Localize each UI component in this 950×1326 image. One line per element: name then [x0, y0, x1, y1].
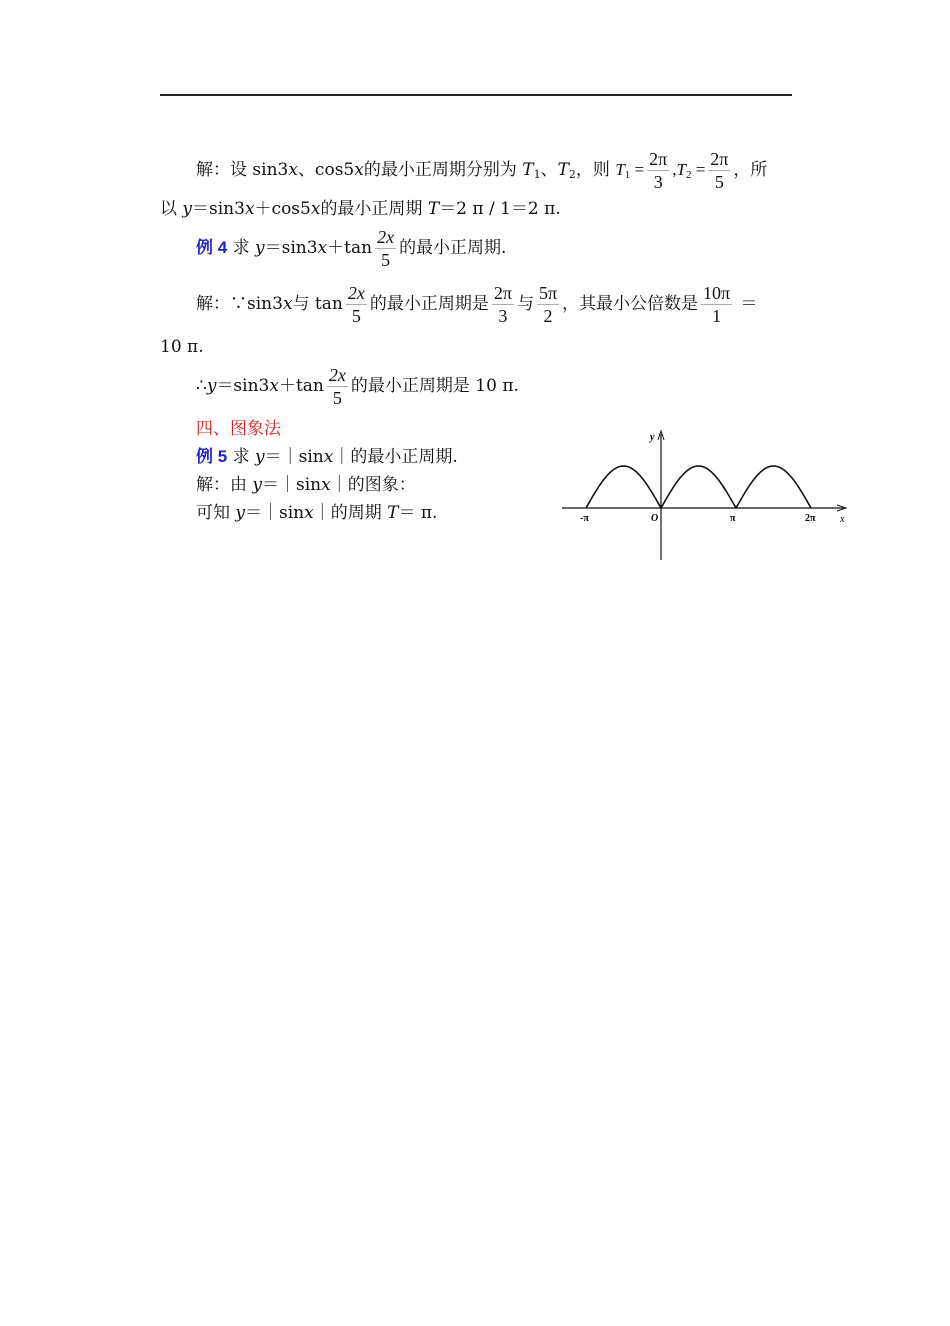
- text: ＝ π.: [398, 503, 438, 523]
- text: 、cos5: [297, 160, 355, 180]
- text: ｜的最小正周期.: [333, 447, 458, 467]
- fraction-10pi-1: [701, 282, 732, 327]
- equals: =: [630, 160, 645, 179]
- example-label: 例 4: [196, 238, 228, 257]
- numerator: 2x: [328, 365, 346, 385]
- tick-label-neg-pi: -π: [580, 513, 589, 524]
- var-x: x: [321, 475, 331, 495]
- var-x: x: [354, 160, 364, 180]
- text: 与: [516, 294, 534, 314]
- header-rule: [160, 94, 792, 96]
- numerator: 2x: [347, 283, 365, 303]
- solution-4-line-1: [196, 282, 758, 327]
- text: ＝sin3: [192, 199, 245, 219]
- subscript: 1: [624, 169, 631, 181]
- example-5-line: [196, 446, 458, 468]
- var-x: x: [244, 199, 255, 219]
- denominator: 3: [653, 172, 663, 192]
- solution-4-line-2: [160, 336, 204, 358]
- text: 的最小正周期.: [399, 238, 507, 258]
- tick-label-2pi: 2π: [805, 513, 816, 524]
- var-y: y: [206, 376, 217, 396]
- text: ＝sin3: [264, 238, 318, 258]
- section-title: 四、图象法: [196, 419, 281, 439]
- var-y: y: [235, 503, 246, 523]
- text: ｜的周期: [313, 503, 388, 523]
- text: ＝｜sin: [245, 503, 305, 523]
- fraction-5pi-2: [537, 282, 559, 327]
- denominator: 5: [714, 172, 724, 192]
- var-t: T: [387, 503, 399, 523]
- var-y: y: [255, 447, 265, 467]
- fraction-2x-5: [375, 226, 396, 271]
- var-x: x: [323, 447, 334, 467]
- subscript: 2: [568, 168, 576, 181]
- tick-label-pi: π: [730, 513, 736, 524]
- solution-5-line-1: [196, 474, 416, 496]
- tick-label-origin: O: [651, 513, 659, 524]
- text: 的最小正周期是: [369, 294, 489, 314]
- text: ＝｜sin: [262, 475, 322, 495]
- text: ＝sin3: [216, 376, 270, 396]
- text: 解：∵sin3: [196, 294, 283, 314]
- text: ＝｜sin: [264, 447, 324, 467]
- denominator: 5: [381, 250, 391, 270]
- numerator: 2π: [493, 283, 512, 303]
- text: 、: [540, 160, 558, 180]
- var-t2: T: [676, 160, 686, 179]
- denominator: 2: [543, 306, 553, 326]
- var-t1: T: [615, 160, 625, 179]
- text: 可知: [196, 503, 236, 523]
- text: ｜的图象：: [330, 475, 416, 495]
- example-4-line: [196, 226, 506, 271]
- fraction-2pi-3: [647, 148, 669, 193]
- text: ＋cos5: [254, 199, 311, 219]
- numerator: 5π: [538, 283, 558, 303]
- text: 的最小正周期是 10 π.: [350, 376, 519, 396]
- text: ,: [672, 160, 677, 179]
- example-label: 例 5: [196, 447, 228, 466]
- text: ，其最小公倍数是: [562, 294, 699, 314]
- var-x: x: [269, 376, 279, 396]
- text: 求: [227, 447, 255, 467]
- equals: =: [691, 160, 706, 179]
- numerator: 2π: [649, 149, 668, 169]
- text: 解：由: [196, 475, 253, 495]
- var-x: x: [282, 294, 293, 314]
- var-y: y: [182, 199, 193, 219]
- var-y: y: [255, 238, 265, 258]
- text: 以: [160, 199, 183, 219]
- var-y: y: [252, 475, 263, 495]
- text: ＝: [735, 294, 758, 314]
- solution-3-line-1: [196, 148, 767, 193]
- solution-3-line-2: [160, 198, 561, 220]
- solution-5-line-2: [196, 502, 437, 524]
- text: 的最小正周期: [320, 199, 428, 219]
- subscript: 2: [685, 169, 692, 181]
- var-x: x: [304, 503, 314, 523]
- var-t1: T: [522, 160, 534, 180]
- text: 的最小正周期分别为: [363, 160, 523, 180]
- var-x: x: [288, 160, 298, 180]
- x-axis-label: x: [840, 514, 845, 525]
- solution-4-conclusion: [196, 364, 519, 409]
- fraction-2pi-5: [708, 148, 730, 193]
- numerator: 2π: [710, 149, 729, 169]
- fraction-2pi-3: [492, 282, 514, 327]
- text: ＋tan: [327, 238, 373, 258]
- text: ，则: [575, 160, 610, 180]
- denominator: 5: [351, 306, 361, 326]
- text: 10 π.: [160, 337, 204, 357]
- var-x: x: [317, 238, 328, 258]
- text: 解：设 sin3: [196, 160, 289, 180]
- denominator: 3: [498, 306, 508, 326]
- var-x: x: [310, 199, 321, 219]
- y-axis-label: y: [650, 432, 655, 443]
- therefore-symbol: ∴: [196, 376, 207, 396]
- denominator: 5: [332, 388, 342, 408]
- subscript: 1: [533, 168, 541, 181]
- text: 与 tan: [292, 294, 343, 314]
- abs-sin-graph: [556, 426, 856, 566]
- numerator: 2x: [377, 227, 395, 247]
- numerator: 10π: [703, 283, 731, 303]
- series-abs-sin-line: [586, 466, 811, 508]
- var-t: T: [427, 199, 440, 219]
- text: ＝2 π / 1＝2 π.: [439, 199, 561, 219]
- text: ＋tan: [278, 376, 324, 396]
- denominator: 1: [712, 306, 722, 326]
- text: 求: [227, 238, 255, 258]
- fraction-2x-5: [346, 282, 367, 327]
- text: ，所: [733, 160, 768, 180]
- fraction-2x-5: [327, 364, 348, 409]
- var-t2: T: [557, 160, 569, 180]
